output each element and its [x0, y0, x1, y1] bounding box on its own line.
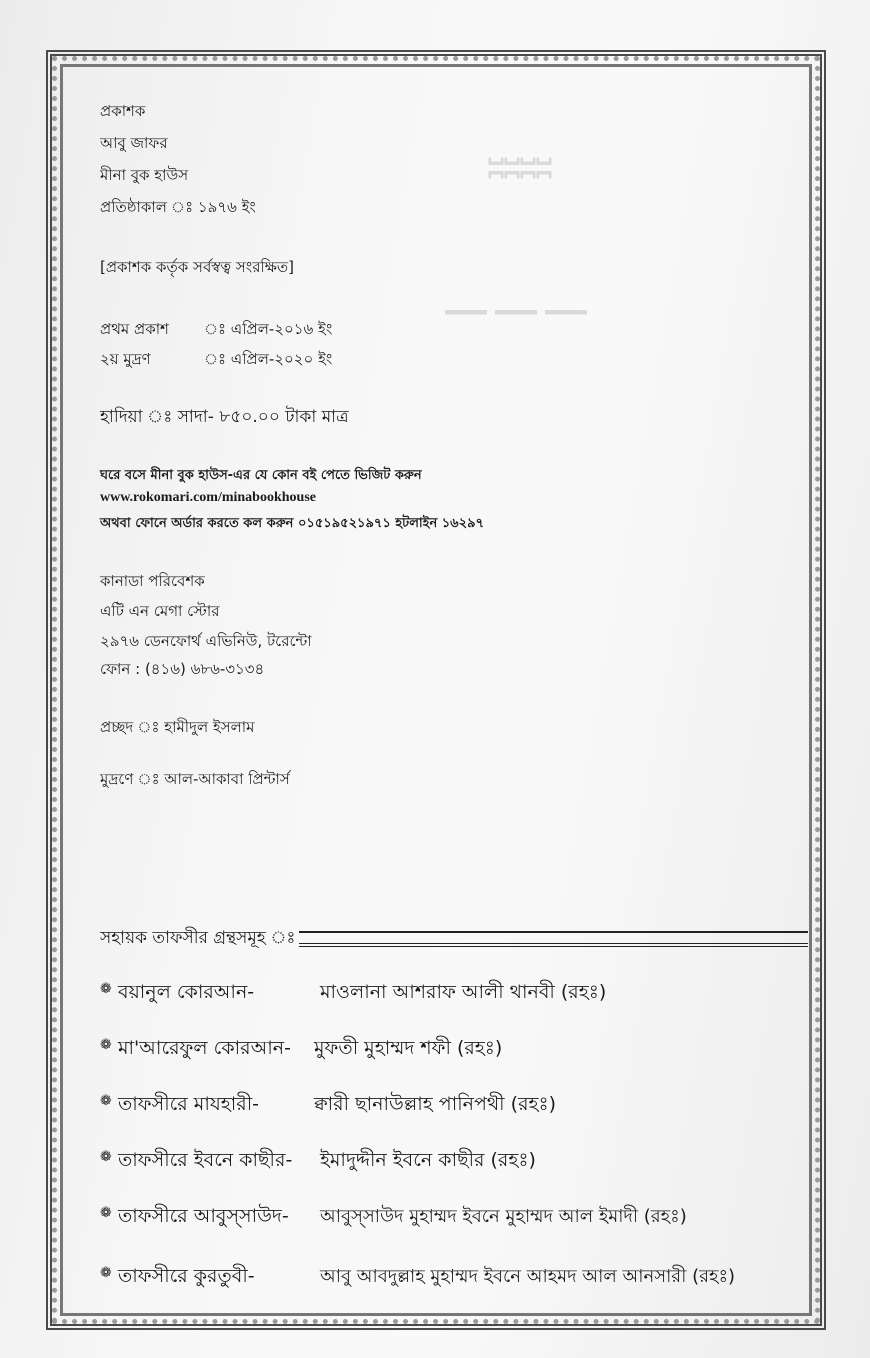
- tafsir-author: আবু আবদুল্লাহ মুহাম্মদ ইবনে আহমদ আল আনসারী (রহঃ): [320, 1266, 736, 1287]
- tafsir-title: তাফসীরে মাযহারী-: [118, 1093, 260, 1115]
- tafsir-title: তাফসীরে ইবনে কাছীর-: [118, 1149, 293, 1171]
- tafsir-title: তাফসীরে আবুস্‌সাউদ-: [118, 1205, 289, 1227]
- flower-bullet-icon: ❁: [100, 1149, 112, 1165]
- first-edition-value: ঃ এপ্রিল-২০১৬ ইং: [204, 320, 333, 338]
- publisher-name: আবু জাফর: [100, 134, 168, 152]
- rights-notice: [প্রকাশক কর্তৃক সর্বস্বত্ব সংরক্ষিত]: [100, 258, 295, 276]
- second-printing-value: ঃ এপ্রিল-২০২০ ইং: [204, 350, 333, 368]
- list-item: [100, 1202, 820, 1232]
- flower-bullet-icon: ❁: [100, 1093, 112, 1109]
- list-item: [100, 1146, 820, 1176]
- flower-bullet-icon: ❁: [100, 1265, 112, 1281]
- first-edition-label: প্রথম প্রকাশ: [100, 320, 169, 338]
- tafsir-author: মুফতী মুহাম্মদ শফী (রহঃ): [314, 1037, 503, 1059]
- tafsir-title: তাফসীরে কুরতুবী-: [118, 1265, 255, 1287]
- references-heading-row: [100, 924, 808, 954]
- tafsir-author: মাওলানা আশরাফ আলী থানবী (রহঃ): [320, 981, 607, 1003]
- list-item: [100, 978, 820, 1008]
- tafsir-author: ক্বারী ছানাউল্লাহ পানিপথী (রহঃ): [314, 1093, 557, 1115]
- border-frame-inner: [60, 64, 812, 1316]
- publishing-house: মীনা বুক হাউস: [100, 166, 189, 184]
- canada-store-name: এটি এন মেগা স্টোর: [100, 602, 220, 620]
- online-order-line: ঘরে বসে মীনা বুক হাউস-এর যে কোন বই পেতে ভিজিট করুন: [100, 468, 422, 483]
- flower-bullet-icon: ❁: [100, 1205, 112, 1221]
- list-item: [100, 1262, 820, 1292]
- printer: মুদ্রণে ঃ আল-আকাবা প্রিন্টার্স: [100, 770, 290, 788]
- tafsir-title: বয়ানুল কোরআন-: [118, 981, 255, 1003]
- tafsir-title: মা'আরেফুল কোরআন-: [118, 1037, 291, 1059]
- list-item: [100, 1034, 820, 1064]
- tafsir-author: ইমাদুদ্দীন ইবনে কাছীর (রহঃ): [320, 1149, 536, 1171]
- heading-rule: [299, 931, 808, 947]
- canada-phone: ফোন : (৪১৬) ৬৮৬-৩১৩৪: [100, 660, 265, 678]
- phone-order-line: অথবা ফোনে অর্ডার করতে কল করুন ০১৫১৯৫২১৯৭১ হটলাইন ১৬২৯৭: [100, 516, 484, 531]
- references-heading: সহায়ক তাফসীর গ্রন্থসমূহ ঃ: [100, 928, 296, 948]
- second-printing-label: ২য় মুদ্রণ: [100, 350, 151, 368]
- publisher-heading: প্রকাশক: [100, 102, 146, 120]
- show-through-watermark: ⎶⎶⎶⎶: [488, 150, 552, 196]
- rokomari-url: www.rokomari.com/minabookhouse: [100, 490, 316, 505]
- cover-designer: প্রচ্ছদ ঃ হামীদুল ইসলাম: [100, 718, 255, 736]
- established-year: প্রতিষ্ঠাকাল ঃ ১৯৭৬ ইং: [100, 198, 256, 216]
- price: হাদিয়া ঃ সাদা- ৮৫০.০০ টাকা মাত্র: [100, 407, 349, 427]
- canada-distributor-heading: কানাডা পরিবেশক: [100, 572, 205, 590]
- flower-bullet-icon: ❁: [100, 981, 112, 997]
- show-through-watermark-large: ⎯⎯⎯: [444, 255, 595, 353]
- flower-bullet-icon: ❁: [100, 1037, 112, 1053]
- tafsir-author: আবুস্‌সাউদ মুহাম্মদ ইবনে মুহাম্মদ আল ইমাদী (রহঃ): [320, 1206, 687, 1227]
- canada-address: ২৯৭৬ ডেনফোর্থ এভিনিউ, টরেন্টো: [100, 632, 312, 650]
- list-item: [100, 1090, 820, 1120]
